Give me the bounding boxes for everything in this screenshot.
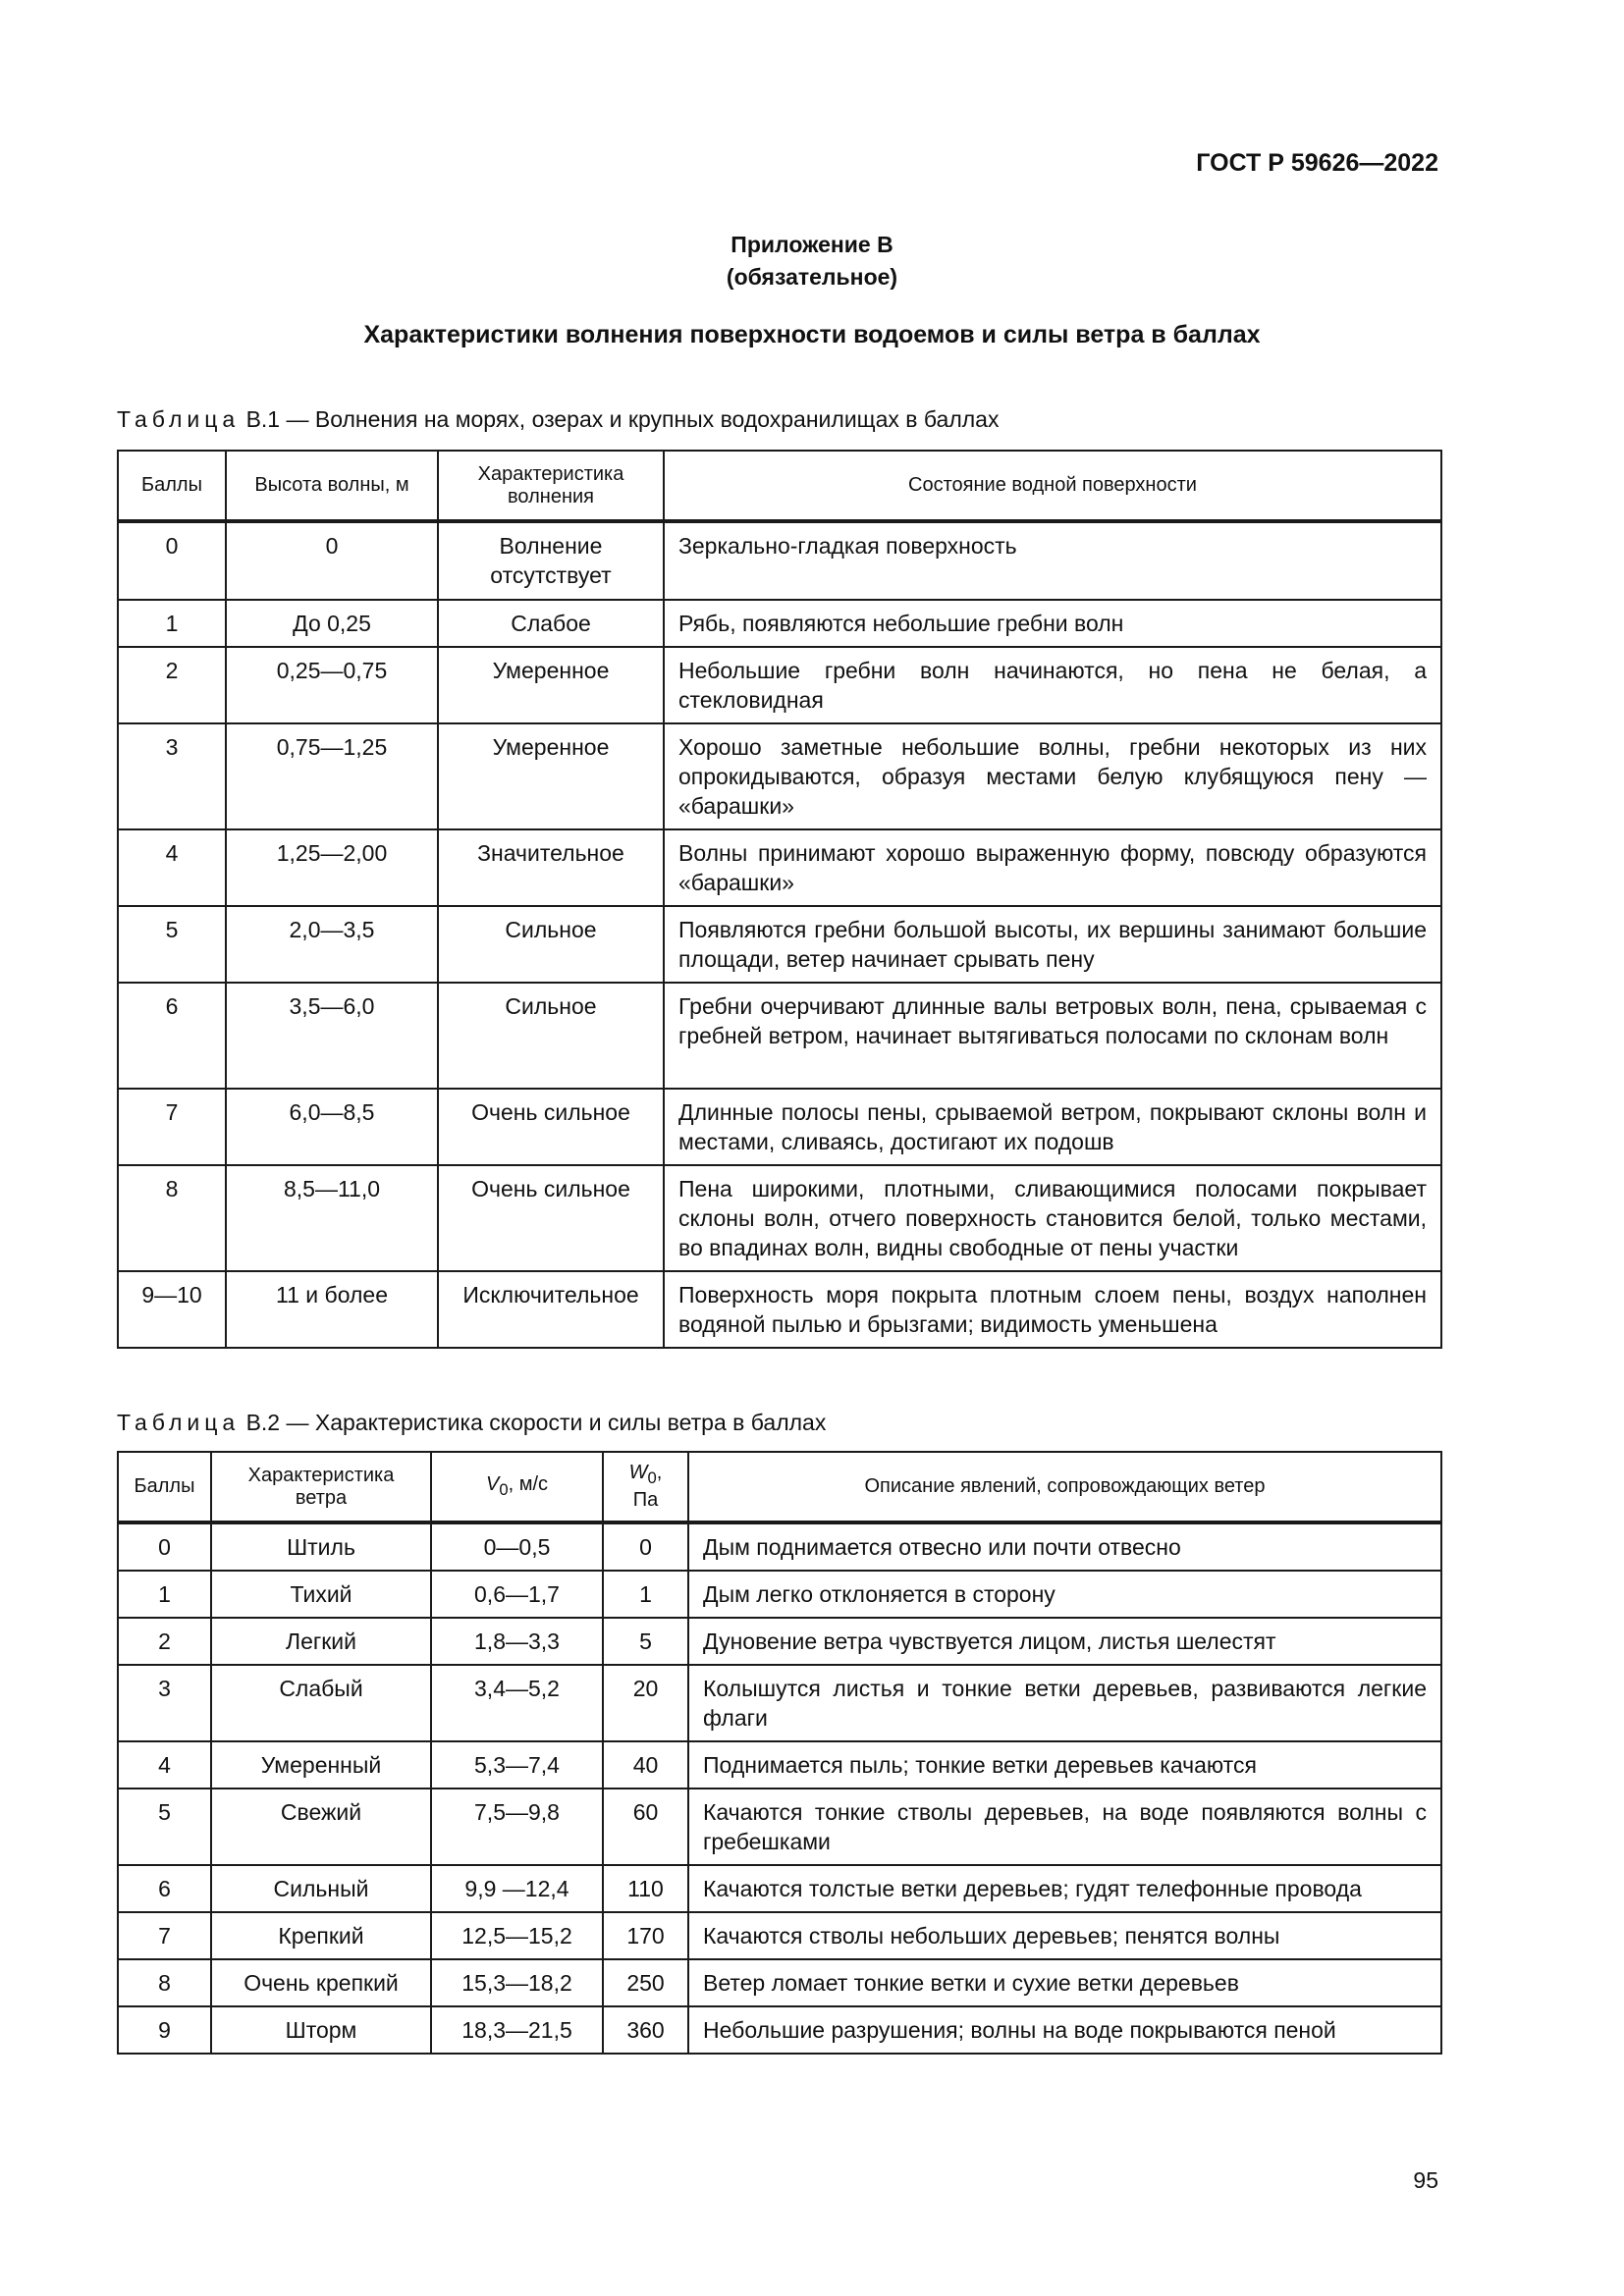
table-cell: 0: [118, 521, 226, 600]
table-cell: 9,9 —12,4: [431, 1865, 603, 1912]
table-cell: 4: [118, 1741, 211, 1789]
table-cell: 1: [118, 600, 226, 647]
table-row: [118, 1959, 1441, 2006]
table-cell: Тихий: [211, 1571, 431, 1618]
table-cell: Крепкий: [211, 1912, 431, 1959]
table-cell: 4: [118, 829, 226, 906]
table-header-row: [118, 1452, 1441, 1522]
table-cell: Штиль: [211, 1522, 431, 1571]
appendix-title: Приложение В: [731, 232, 893, 257]
table-cell: 8: [118, 1165, 226, 1271]
table-cell: 3: [118, 1665, 211, 1741]
table-cell: Ветер ломает тонкие ветки и сухие ветки деревьев: [688, 1959, 1441, 2006]
appendix-heading: [0, 229, 1624, 294]
table2-caption: [117, 1410, 826, 1436]
table-cell: 0: [226, 521, 438, 600]
wind-table: [117, 1451, 1442, 2055]
table-cell: Дым поднимается отвесно или почти отвесно: [688, 1522, 1441, 1571]
table-row: [118, 723, 1441, 829]
table-cell: Дуновение ветра чувствуется лицом, листья шелестят: [688, 1618, 1441, 1665]
column-header: Баллы: [118, 1452, 211, 1522]
table-row: [118, 1089, 1441, 1165]
table-cell: До 0,25: [226, 600, 438, 647]
table-cell: 6,0—8,5: [226, 1089, 438, 1165]
table-cell: 3: [118, 723, 226, 829]
table-cell: 0,25—0,75: [226, 647, 438, 723]
table1-caption-text: В.1 — Волнения на морях, озерах и крупных водохранилищах в баллах: [245, 406, 1000, 432]
table-cell: Значительное: [438, 829, 664, 906]
table-cell: 3,4—5,2: [431, 1665, 603, 1741]
table-cell: Появляются гребни большой высоты, их вершины занимают большие площади, ветер начинает срывать пену: [664, 906, 1441, 983]
table-cell: 1: [603, 1571, 688, 1618]
table-cell: Качаются тонкие стволы деревьев, на воде появляются волны с гребешками: [688, 1789, 1441, 1865]
table-cell: 1,25—2,00: [226, 829, 438, 906]
table-cell: 0—0,5: [431, 1522, 603, 1571]
table-cell: Легкий: [211, 1618, 431, 1665]
table-cell: Шторм: [211, 2006, 431, 2054]
column-header: [603, 1452, 688, 1522]
column-header: Состояние водной поверхности: [664, 451, 1441, 521]
table-cell: Небольшие гребни волн начинаются, но пена не белая, а стекловидная: [664, 647, 1441, 723]
table-row: [118, 2006, 1441, 2054]
table-row: [118, 1665, 1441, 1741]
table-cell: 2: [118, 1618, 211, 1665]
table-cell: 15,3—18,2: [431, 1959, 603, 2006]
table-row: [118, 521, 1441, 600]
table-cell: Гребни очерчивают длинные валы ветровых волн, пена, срываемая с гребней ветром, начинает вытягиваться полосами по склонам волн: [664, 983, 1441, 1089]
table-cell: Сильное: [438, 906, 664, 983]
table-cell: 5: [603, 1618, 688, 1665]
wind-pressure-unit: Па: [632, 1489, 659, 1511]
table-cell: 40: [603, 1741, 688, 1789]
table-cell: 170: [603, 1912, 688, 1959]
column-header: Высота волны, м: [226, 451, 438, 521]
section-title: Характеристики волнения поверхности водоемов и силы ветра в баллах: [363, 321, 1261, 348]
table-cell: Рябь, появляются небольшие гребни волн: [664, 600, 1441, 647]
table-row: [118, 1741, 1441, 1789]
table-row: [118, 829, 1441, 906]
table2-caption-prefix: Таблица: [117, 1410, 241, 1435]
table-cell: 6: [118, 983, 226, 1089]
table2-caption-text: В.2 — Характеристика скорости и силы ветра в баллах: [245, 1410, 827, 1435]
page-number: 95: [1413, 2167, 1438, 2193]
table-cell: Длинные полосы пены, срываемой ветром, покрывают склоны волн и местами, сливаясь, достигают их подошв: [664, 1089, 1441, 1165]
table-cell: Волнение отсутствует: [438, 521, 664, 600]
table-cell: Качаются стволы небольших деревьев; пенятся волны: [688, 1912, 1441, 1959]
table-cell: Зеркально-гладкая поверхность: [664, 521, 1441, 600]
table-row: [118, 983, 1441, 1089]
table-cell: 0: [118, 1522, 211, 1571]
table-row: [118, 1165, 1441, 1271]
appendix-status: (обязательное): [726, 264, 898, 290]
table-cell: Слабое: [438, 600, 664, 647]
table-row: [118, 1912, 1441, 1959]
table-cell: Свежий: [211, 1789, 431, 1865]
table-cell: Исключительное: [438, 1271, 664, 1348]
table-row: [118, 1271, 1441, 1348]
wind-speed-symbol: V: [485, 1472, 500, 1495]
table-row: [118, 1789, 1441, 1865]
wind-pressure-subscript: 0: [647, 1468, 657, 1487]
table-cell: Хорошо заметные небольшие волны, гребни некоторых из них опрокидываются, образуя местами белую клубящуюся пену — «барашки»: [664, 723, 1441, 829]
table-cell: Слабый: [211, 1665, 431, 1741]
table-cell: Умеренное: [438, 647, 664, 723]
table-cell: 20: [603, 1665, 688, 1741]
table-cell: 5,3—7,4: [431, 1741, 603, 1789]
table-cell: Дым легко отклоняется в сторону: [688, 1571, 1441, 1618]
table1-caption: [117, 406, 999, 433]
wind-pressure-comma: ,: [656, 1462, 663, 1483]
table-cell: 7: [118, 1912, 211, 1959]
column-header: [431, 1452, 603, 1522]
wind-speed-unit: , м/с: [508, 1472, 549, 1495]
table-row: [118, 600, 1441, 647]
document-code: ГОСТ Р 59626—2022: [1196, 149, 1438, 177]
table-row: [118, 647, 1441, 723]
column-header: Описание явлений, сопровождающих ветер: [688, 1452, 1441, 1522]
table-cell: Очень сильное: [438, 1165, 664, 1271]
table-cell: 1,8—3,3: [431, 1618, 603, 1665]
table-cell: 7,5—9,8: [431, 1789, 603, 1865]
table-cell: Умеренный: [211, 1741, 431, 1789]
table-cell: Волны принимают хорошо выраженную форму, повсюду образуются «барашки»: [664, 829, 1441, 906]
table-cell: 60: [603, 1789, 688, 1865]
table-cell: 1: [118, 1571, 211, 1618]
table-cell: Сильный: [211, 1865, 431, 1912]
table-cell: 12,5—15,2: [431, 1912, 603, 1959]
table-cell: Очень крепкий: [211, 1959, 431, 2006]
table-cell: Поднимается пыль; тонкие ветки деревьев качаются: [688, 1741, 1441, 1789]
table-cell: Сильное: [438, 983, 664, 1089]
column-header: Баллы: [118, 451, 226, 521]
table-header-row: [118, 451, 1441, 521]
table-cell: 0,75—1,25: [226, 723, 438, 829]
table1-caption-prefix: Таблица: [117, 406, 241, 432]
table-cell: 7: [118, 1089, 226, 1165]
table-cell: 5: [118, 1789, 211, 1865]
table-cell: 18,3—21,5: [431, 2006, 603, 2054]
table-cell: 360: [603, 2006, 688, 2054]
table-cell: 8,5—11,0: [226, 1165, 438, 1271]
column-header: Характеристика ветра: [211, 1452, 431, 1522]
table-cell: 2: [118, 647, 226, 723]
table-cell: Небольшие разрушения; волны на воде покрываются пеной: [688, 2006, 1441, 2054]
table-cell: Очень сильное: [438, 1089, 664, 1165]
table-cell: 0,6—1,7: [431, 1571, 603, 1618]
table-cell: 3,5—6,0: [226, 983, 438, 1089]
table-cell: Поверхность моря покрыта плотным слоем пены, воздух наполнен водяной пылью и брызгами; видимость уменьшена: [664, 1271, 1441, 1348]
table-row: [118, 1571, 1441, 1618]
table-row: [118, 1865, 1441, 1912]
wind-speed-subscript: 0: [499, 1479, 509, 1499]
table-cell: 250: [603, 1959, 688, 2006]
table-cell: Качаются толстые ветки деревьев; гудят телефонные провода: [688, 1865, 1441, 1912]
table-cell: Пена широкими, плотными, сливающимися полосами покрывает склоны волн, отчего поверхность становится белой, только местами, во впадинах волн, видны свободные от пены участки: [664, 1165, 1441, 1271]
table-cell: 2,0—3,5: [226, 906, 438, 983]
table-cell: 6: [118, 1865, 211, 1912]
table-cell: 8: [118, 1959, 211, 2006]
table-cell: 11 и более: [226, 1271, 438, 1348]
wind-pressure-symbol: W: [628, 1462, 648, 1483]
wave-table: [117, 450, 1442, 1349]
table-cell: Умеренное: [438, 723, 664, 829]
column-header: Характеристика волнения: [438, 451, 664, 521]
table-cell: 0: [603, 1522, 688, 1571]
table-row: [118, 1618, 1441, 1665]
table-row: [118, 1522, 1441, 1571]
table-cell: 110: [603, 1865, 688, 1912]
table-cell: 9: [118, 2006, 211, 2054]
table-cell: 5: [118, 906, 226, 983]
table-cell: Колышутся листья и тонкие ветки деревьев, развиваются легкие флаги: [688, 1665, 1441, 1741]
table-cell: 9—10: [118, 1271, 226, 1348]
table-row: [118, 906, 1441, 983]
